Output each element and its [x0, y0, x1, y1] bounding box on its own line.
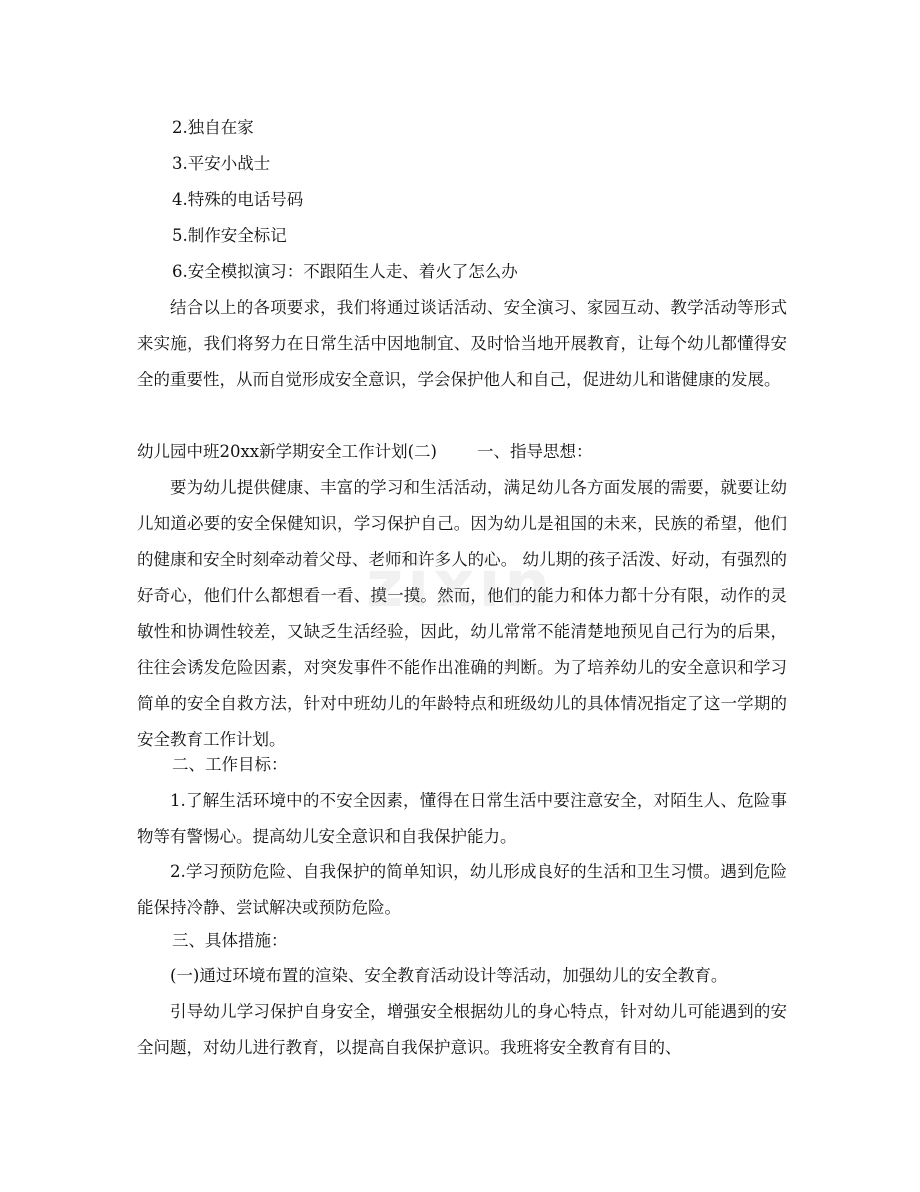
measure-paragraph-1: 引导幼儿学习保护自身安全，增强安全根据幼儿的身心特点，针对幼儿可能遇到的安全问题，对幼儿进行教育，以提高自我保护意识。我班将安全教育有目的、 — [137, 1002, 787, 1057]
measure-heading-1: (一)通过环境布置的渲染、安全教育活动设计等活动，加强幼儿的安全教育。 — [170, 966, 728, 985]
list-item: 6.安全模拟演习：不跟陌生人走、着火了怎么办 — [172, 262, 518, 281]
goal-item-2: 2.学习预防危险、自我保护的简单知识，幼儿形成良好的生活和卫生习惯。遇到危险能保持冷静、尝试解决或预防危险。 — [137, 862, 787, 917]
list-item: 5.制作安全标记 — [172, 226, 287, 245]
section-heading-measures: 三、具体措施： — [172, 931, 288, 950]
list-item: 3.平安小战士 — [172, 154, 271, 173]
guiding-paragraph: 要为幼儿提供健康、丰富的学习和生活活动，满足幼儿各方面发展的需要，就要让幼儿知道必要的安全保健知识，学习保护自己。因为幼儿是祖国的未来，民族的希望，他们的健康和安全时刻牵动着父母、老师和许多人的心。 幼儿期的孩子活泼、好动，有强烈的好奇心，他们什么都想看一看、摸一摸。然而，他们的能力和体力都十分有限，动作的灵敏性和协调性较差，又缺乏生活经验，因此，幼儿常常不能清楚地预见自己行为的后果，往往会诱发危险因素，对突发事件不能作出准确的判断。为了培养幼儿的安全意识和学习简单的安全自救方法，针对中班幼儿的年龄特点和班级幼儿的具体情况指定了这一学期的安全教育工作计划。 — [137, 478, 787, 749]
document-title: 幼儿园中班20xx新学期安全工作计划(二) — [137, 442, 437, 461]
section-heading-goals: 二、工作目标： — [172, 755, 288, 774]
list-item: 4.特殊的电话号码 — [172, 190, 304, 209]
goal-item-1: 1.了解生活环境中的不安全因素，懂得在日常生活中要注意安全，对陌生人、危险事物等有警惕心。提高幼儿安全意识和自我保护能力。 — [137, 791, 787, 846]
summary-paragraph: 结合以上的各项要求，我们将通过谈话活动、安全演习、家园互动、教学活动等形式来实施，我们将努力在日常生活中因地制宜、及时恰当地开展教育，让每个幼儿都懂得安全的重要性，从而自觉形成安全意识，学会保护他人和自己，促进幼儿和谐健康的发展。 — [137, 298, 787, 389]
list-item: 2.独自在家 — [172, 118, 254, 137]
section-heading-guiding: 一、指导思想： — [476, 442, 593, 461]
activity-list — [137, 110, 787, 290]
watermark: zixin — [366, 548, 554, 622]
title-line — [137, 434, 787, 470]
